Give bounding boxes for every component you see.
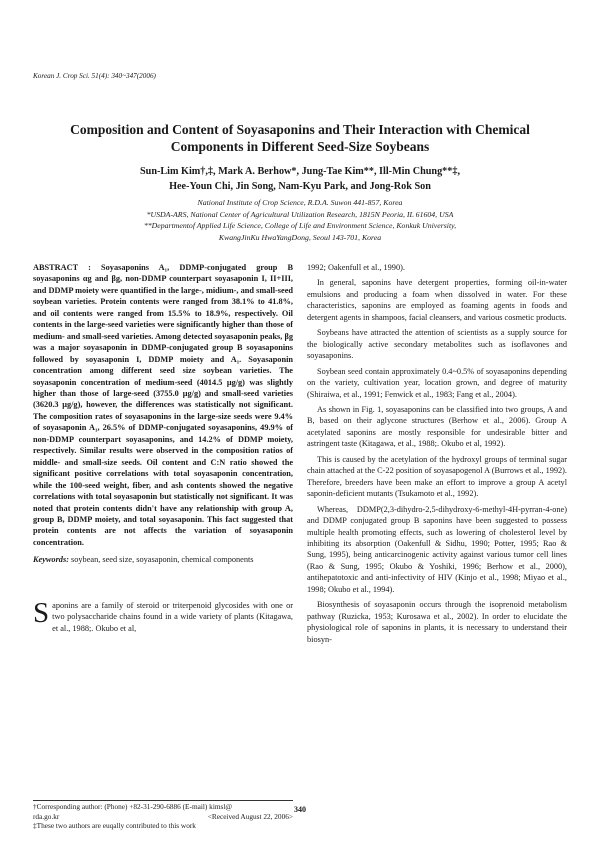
body-paragraph: 1992; Oakenfull et al., 1990). (307, 263, 405, 272)
keywords-text: soybean, seed size, soyasaponin, chemical components (71, 555, 254, 565)
body-paragraph: Biosynthesis of soyasaponin occurs through the isoprenoid metabolism pathway (Ruzicka, 1953; Kurosawa et al., 2002). In order to elucidate the physiological role of saponins in plants, it is necessary to understand their biosyn- (307, 600, 567, 644)
affiliation-1: National Institute of Crop Science, R.D.A. Suwon 441-857, Korea (197, 198, 403, 207)
keywords-label: Keywords: (33, 555, 69, 565)
body-paragraph: Soybean seed contain approximately 0.4~0.5% of soyasaponins depending on the variety, cultivation year, location grown, and degree of maturity (Shiraiwa, et al., 1991; Fenwick et al., 1983; Fang et al., 2004). (307, 366, 567, 399)
footnote-divider (33, 800, 293, 801)
body-paragraph: In general, saponins have detergent properties, forming oil-in-water emulsions and producing a foam when dissolved in water. For these characteristics, saponins are employed as foaming agents in foods and detergent agents in shampoos, facial cleansers, and various cosmetic products. (307, 278, 567, 322)
abstract (33, 262, 293, 548)
intro-paragraph (33, 596, 293, 634)
keywords (33, 554, 293, 565)
abstract-label: ABSTRACT : (33, 263, 91, 272)
body-paragraph: Whereas, DDMP(2,3-dihydro-2,5-dihydroxy-6-methyl-4H-pyrran-4-one) and DDMP conjugated group B saponins have been suggested to possess multiple health promoting effects, such as lowering of cholesterol level by inhibiting its absorption (Oakenfull & Sidhu, 1990; Potter, 1995; Rao & Sung, 1995), being anticarcinogenic activity against various tumor cell lines (Rao & Sung, 1995; Okubo & Yoshiki, 1996; Berhow et al., 2000), antihepatotoxic and anti-infectivity of HIV (Kinjo et al., 1998; Miyao et al., 1998; Okubo et al., 1994). (307, 504, 567, 594)
intro-text: aponins are a family of steroid or triterpenoid glycosides with one or two polysaccharide chains found in a wide variety of plants (Kitagawa, et al., 1988;. Okubo et al, (52, 600, 293, 633)
affiliation-4: KwangJinKu HwaYangDong, Seoul 143-701, Korea (218, 232, 382, 242)
body-paragraph: This is caused by the acetylation of the hydroxyl groups of terminal sugar chain attached at the C-22 position of soyasapogenol A (Burrows et al., 1992). Therefore, breeders have been make an effort to improve a group A acetyl saponin-deficient mutants (Tsukamoto et al., 1992). (307, 454, 567, 499)
affiliation-2: *USDA-ARS, National Center of Agricultural Utilization Research, 1815N Peoria, IL 61604, USA (146, 209, 454, 219)
footnote-received: <Received August 22, 2006> (207, 811, 293, 821)
journal-citation: Korean J. Crop Sci. 51(4): 340~347(2006) (33, 72, 156, 80)
abstract-text: Soyasaponins A₁, DDMP-conjugated group B soyasaponins αg and βg, non-DDMP counterpart soyasaponin I, II+III, and DDMP moiety were quantified in the large-, midium-, and small-seed soybean varieties. Protein contents were ranged from 38.1% to 41.8%, and oil contents were ranged from 15.5% to 18.9%, respectively. Oil contents in the large-seed varieties were significantly higher than those of medium- and small-seed varieties. Among detected soyasaponin peaks, βg was a major soyasaponin in DDMP-conjugated group B soyasaponins followed by soyasaponin I, DDMP moiety and A₁. Soyasaponin concentration among different seed size soybean varieties. The soyasaponin concentration of medium-seed (4014.5 μg/g) was slightly higher than those of large-seed (3755.0 μg/g) and small-seed varieties (3620.3 μg/g), however, the differences was statistically not significant. The composition rates of soyasaponins in the large-size seeds were 9.4% of soyasaponin A₁, 26.5% of DDMP-conjugated soyasaponins, 49.9% of non-DDMP counterpart soyasaponins, and 14.2% of DDMP moiety, respectively. Similar results were observed in the composition ratios of middle- and small-size seeds. Oil content and C:N ratio showed the significant positive correlations with total soyasaponin concentration, while the 100-seed weight, fiber, and ash contents showed the negative correlations with total soyasaponin but statistically not significant. It was noted that protein contents didn't have any relationship with group A, group B, DDMP moiety, and total soyasaponin. This fact suggested that protein contents are not affects the variation of soyasaponin concentration. (33, 263, 293, 547)
page-number: 340 (294, 805, 306, 814)
left-column (33, 262, 293, 634)
drop-cap: S (33, 596, 50, 629)
footnote-email-end: rda.go.kr (33, 811, 60, 821)
right-column (307, 262, 567, 649)
affiliations (40, 197, 560, 243)
footnote-corresponding: †Corresponding author: (Phone) +82-31-290-6886 (E-mail) kimsl@ (33, 802, 233, 811)
footnote-equal-contribution: ‡These two authors are euqally contributed to this work (33, 821, 196, 831)
author-line-2: Hee-Youn Chi, Jin Song, Nam-Kyu Park, and Jong-Rok Son (169, 181, 431, 192)
paper-title: Composition and Content of Soyasaponins and Their Interaction with Chemical Components in Different Seed-Size Soybeans (70, 122, 530, 154)
author-list (40, 164, 560, 194)
author-line-1: Sun-Lim Kim†,‡, Mark A. Berhow*, Jung-Tae Kim**, Ill-Min Chung**‡, (140, 166, 460, 177)
affiliation-3: **Departmentof Applied Life Science, College of Life and Environment Science, Konkuk University, (143, 221, 457, 230)
body-paragraph: As shown in Fig. 1, soyasaponins can be classified into two groups, A and B, based on their aglycone structures (Berhow et al., 2006). Group A acetylated saponins are mostly responsible for undesirable bitter and astringent taste (Kitagawa, et al., 1988;. Okubo et al, 1992). (307, 404, 567, 449)
body-paragraph: Soybeans have attracted the attention of scientists as a supply source for the biologically active secondary metabolites such as isoflavones and soyasaponins. (307, 328, 567, 361)
